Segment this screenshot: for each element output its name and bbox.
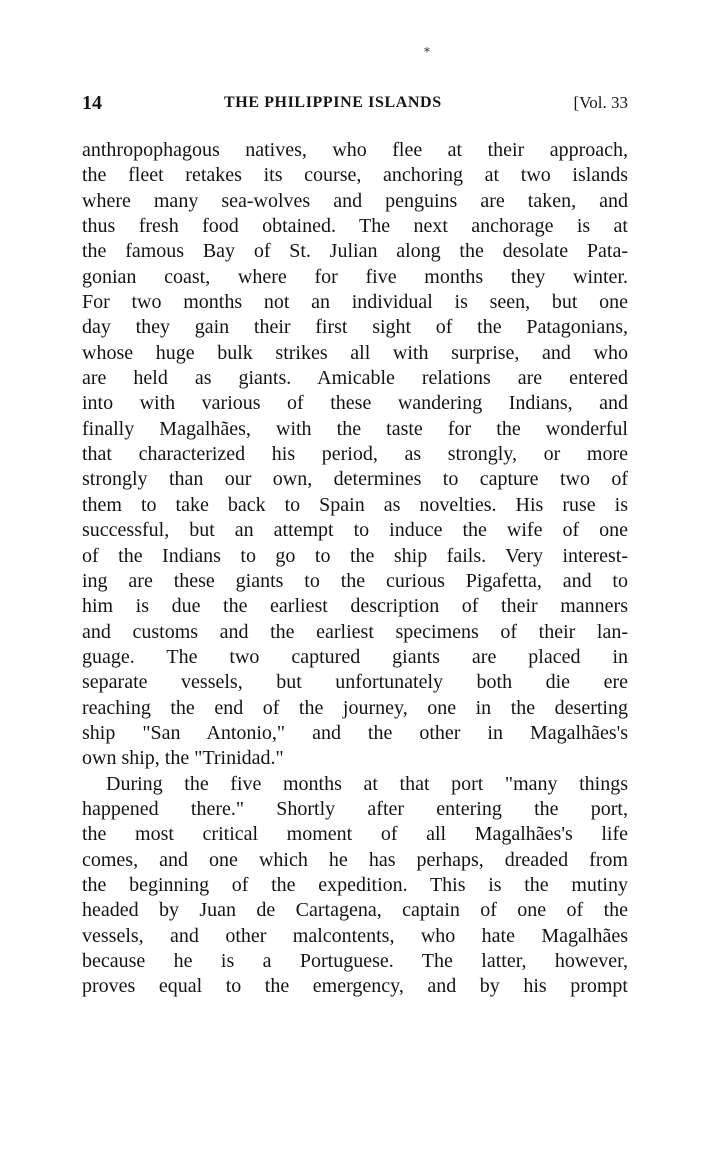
text-line: the beginning of the expedition. This is the mutiny bbox=[82, 873, 628, 896]
text-line: gonian coast, where for five months they winter. bbox=[82, 265, 628, 288]
text-line: the famous Bay of St. Julian along the desolate Pata- bbox=[82, 240, 628, 263]
text-line: thus fresh food obtained. The next anchorage is at bbox=[82, 215, 628, 238]
text-line: him is due the earliest description of their manners bbox=[82, 595, 628, 618]
text-line: them to take back to Spain as novelties. His ruse is bbox=[82, 493, 628, 516]
text-line: During the five months at that port "many things bbox=[106, 772, 628, 795]
text-line: comes, and one which he has perhaps, dreaded from bbox=[82, 848, 628, 871]
text-line: of the Indians to go to the ship fails. Very interest- bbox=[82, 544, 628, 567]
text-line: into with various of these wandering Indians, and bbox=[82, 392, 628, 415]
text-line: happened there." Shortly after entering the port, bbox=[82, 797, 628, 820]
text-line: own ship, the "Trinidad." bbox=[82, 747, 284, 770]
running-header bbox=[82, 92, 628, 114]
text-line: strongly than our own, determines to capture two of bbox=[82, 468, 628, 491]
text-line: proves equal to the emergency, and by his prompt bbox=[82, 975, 628, 998]
volume-label: [Vol. 33 bbox=[573, 93, 628, 112]
text-line: For two months not an individual is seen, but one bbox=[82, 291, 628, 314]
text-line: whose huge bulk strikes all with surprise, and who bbox=[82, 341, 628, 364]
text-line: are held as giants. Amicable relations are entered bbox=[82, 367, 628, 390]
text-line: because he is a Portuguese. The latter, however, bbox=[82, 950, 628, 972]
text-line: anthropophagous natives, who flee at their approach, bbox=[82, 139, 628, 161]
page-number: 14 bbox=[82, 92, 102, 114]
body-text bbox=[82, 138, 628, 1000]
text-line: vessels, and other malcontents, who hate Magalhães bbox=[82, 924, 628, 947]
paragraph bbox=[82, 138, 628, 772]
ink-speck: ⁎ bbox=[424, 41, 430, 55]
text-line: successful, but an attempt to induce the wife of one bbox=[82, 519, 628, 542]
text-line: that characterized his period, as strongly, or more bbox=[82, 443, 628, 466]
text-line: guage. The two captured giants are placed in bbox=[82, 645, 628, 668]
text-line: finally Magalhães, with the taste for the wonderful bbox=[82, 417, 628, 440]
text-line: headed by Juan de Cartagena, captain of one of the bbox=[82, 899, 628, 922]
running-title: THE PHILIPPINE ISLANDS bbox=[224, 94, 442, 111]
text-line: where many sea-wolves and penguins are taken, and bbox=[82, 189, 628, 212]
text-line: day they gain their first sight of the Patagonians, bbox=[82, 316, 628, 339]
text-line: reaching the end of the journey, one in the deserting bbox=[82, 696, 628, 719]
text-line: and customs and the earliest specimens of their lan- bbox=[82, 620, 628, 643]
text-line: separate vessels, but unfortunately both die ere bbox=[82, 671, 628, 694]
text-line: the most critical moment of all Magalhães's life bbox=[82, 823, 628, 846]
text-line: the fleet retakes its course, anchoring at two islands bbox=[82, 164, 628, 187]
text-line: ship "San Antonio," and the other in Magalhães's bbox=[82, 721, 628, 744]
paragraph bbox=[82, 772, 628, 1000]
text-line: ing are these giants to the curious Pigafetta, and to bbox=[82, 569, 628, 592]
